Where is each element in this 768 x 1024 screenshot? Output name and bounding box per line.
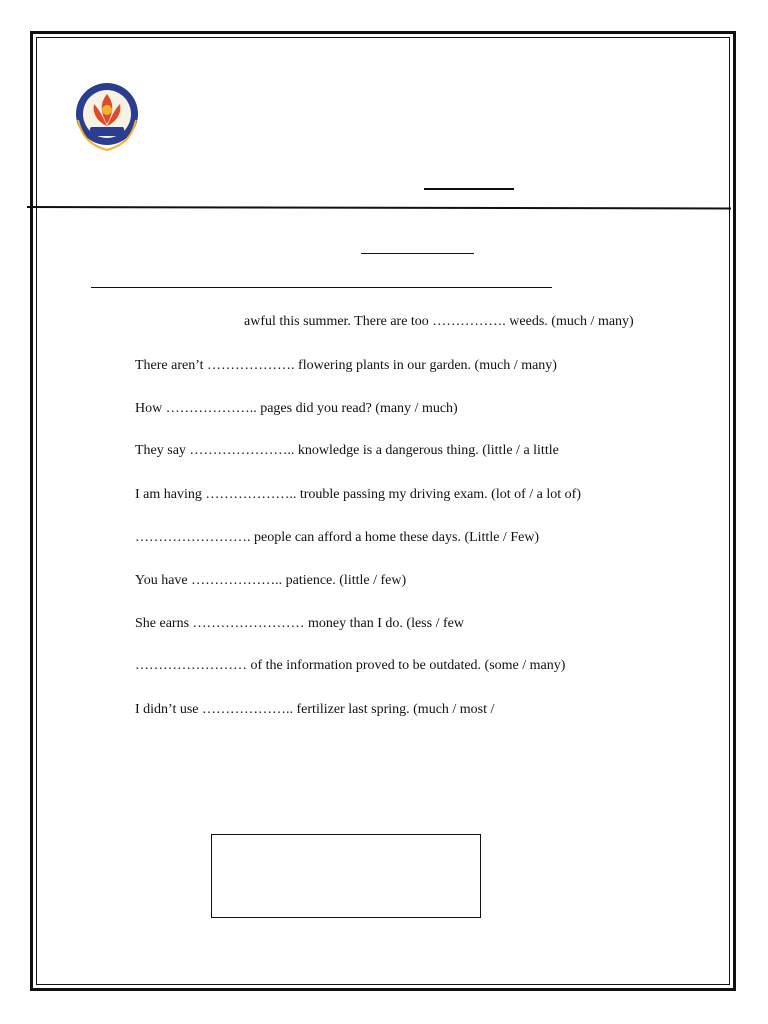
- school-crest-icon: [72, 80, 142, 156]
- question-2: There aren’t ………………. flowering plants in our garden. (much / many): [135, 358, 557, 373]
- student-name-line: [91, 287, 552, 288]
- question-9: …………………… of the information proved to be outdated. (some / many): [135, 658, 566, 673]
- question-5: I am having ……………….. trouble passing my driving exam. (lot of / a lot of): [135, 487, 581, 502]
- question-4: They say ………………….. knowledge is a dangerous thing. (little / a little: [135, 443, 559, 458]
- subtitle-underline: [361, 253, 474, 254]
- question-8: She earns …………………… money than I do. (less / few: [135, 616, 464, 631]
- question-1: awful this summer. There are too ……………. weeds. (much / many): [244, 314, 634, 329]
- question-10: I didn’t use ……………….. fertilizer last spring. (much / most /: [135, 702, 495, 717]
- question-7: You have ……………….. patience. (little / few): [135, 573, 407, 588]
- marks-box: [211, 834, 481, 918]
- question-6: ……………………. people can afford a home these days. (Little / Few): [135, 530, 540, 545]
- question-3: How ……………….. pages did you read? (many / much): [135, 401, 458, 416]
- title-underline: [424, 188, 514, 190]
